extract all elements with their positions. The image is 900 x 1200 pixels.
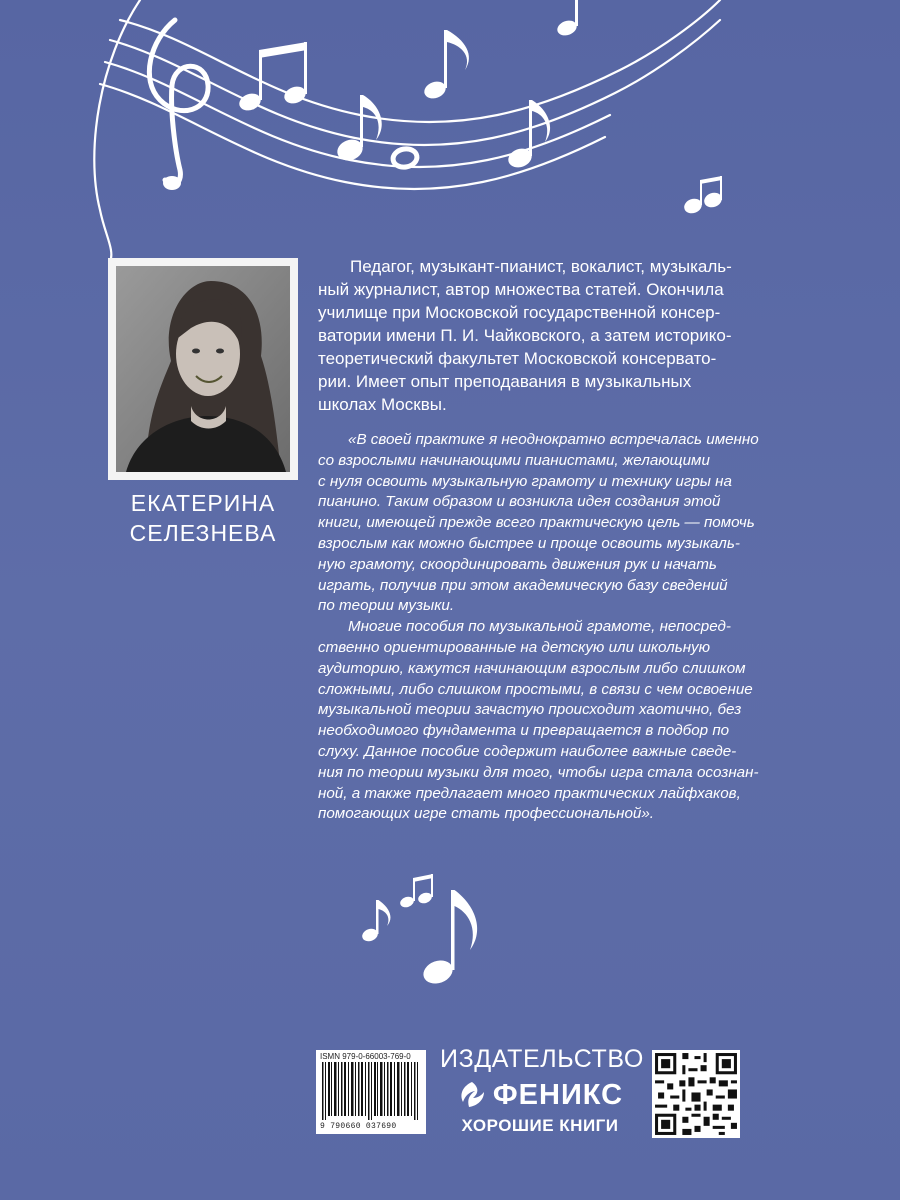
quote-line: со взрослыми начинающими пианистами, желающими — [318, 451, 710, 469]
quote-line: сложными, либо слишком простыми, в связи с чем освоение — [318, 680, 753, 698]
publisher-label: ИЗДАТЕЛЬСТВО — [440, 1045, 644, 1073]
publisher-slogan: ХОРОШИЕ КНИГИ — [461, 1116, 619, 1135]
author-bio — [318, 255, 818, 416]
bio-line: ный журналист, автор множества статей. Окончила — [318, 280, 724, 299]
publisher-logo-row — [440, 1078, 640, 1112]
bio-line: рии. Имеет опыт преподавания в музыкальных — [318, 372, 692, 391]
music-staff-treble-clef-icon — [80, 0, 740, 270]
author-quote — [318, 430, 818, 825]
author-portrait-icon — [116, 266, 290, 472]
author-name — [108, 488, 298, 548]
quote-line: слуху. Данное пособие содержит наиболее важные сведе- — [318, 742, 737, 760]
quote-line: помогающих игре стать профессиональной». — [318, 805, 655, 823]
publisher-block — [440, 1044, 644, 1136]
author-last-name: СЕЛЕЗНЕВА — [129, 520, 277, 546]
author-photo — [108, 258, 298, 480]
quote-line: аудиторию, кажутся начинающим взрослым либо слишком — [318, 659, 746, 677]
quote-line: книги, имеющей прежде всего практическую цель — помочь — [318, 514, 755, 532]
quote-line: Многие пособия по музыкальной грамоте, непосред- — [348, 618, 731, 636]
barcode-digits: 9 790660 037690 — [320, 1122, 397, 1131]
quote-line: ной, а также предлагает много практических лайфхаков, — [318, 784, 741, 802]
music-notes-icon — [340, 860, 500, 990]
quote-line: ния по теории музыки для того, чтобы игра стала осознан- — [318, 763, 759, 781]
quote-line: с нуля освоить музыкальную грамоту и технику игры на — [318, 472, 732, 490]
quote-line: ственно ориентированные на детскую или школьную — [318, 638, 711, 656]
quote-line: пианино. Таким образом и возникла идея создания этой — [318, 493, 721, 511]
quote-line: взрослым как можно быстрее и проще освоить музыкаль- — [318, 534, 740, 552]
quote-line: играть, получив при этом академическую базу сведений — [318, 576, 728, 594]
bio-line: школах Москвы. — [318, 395, 447, 414]
bio-line: Педагог, музыкант-пианист, вокалист, музыкаль- — [350, 257, 732, 276]
quote-line: музыкальной теории зачастую происходит хаотично, без — [318, 701, 742, 719]
bio-line: ватории имени П. И. Чайковского, а затем историко- — [318, 326, 732, 345]
qr-code-icon — [652, 1050, 740, 1138]
quote-line: необходимого фундамента и превращается в подбор по — [318, 722, 730, 740]
bio-line: училище при Московской государственной консер- — [318, 303, 721, 322]
quote-line: «В своей практике я неоднократно встречалась именно — [348, 431, 759, 448]
quote-line: по теории музыки. — [318, 597, 455, 615]
bio-line: теоретический факультет Московской консервато- — [318, 349, 717, 368]
phoenix-logo-icon — [457, 1080, 487, 1110]
barcode — [316, 1050, 426, 1134]
publisher-name: ФЕНИКС — [492, 1079, 624, 1111]
barcode-bars-icon — [320, 1062, 422, 1120]
quote-line: ную грамоту, скоординировать движения рук и начать — [318, 555, 717, 573]
isbn-label: ISMN 979-0-66003-769-0 — [320, 1052, 411, 1061]
author-first-name: ЕКАТЕРИНА — [130, 490, 276, 516]
